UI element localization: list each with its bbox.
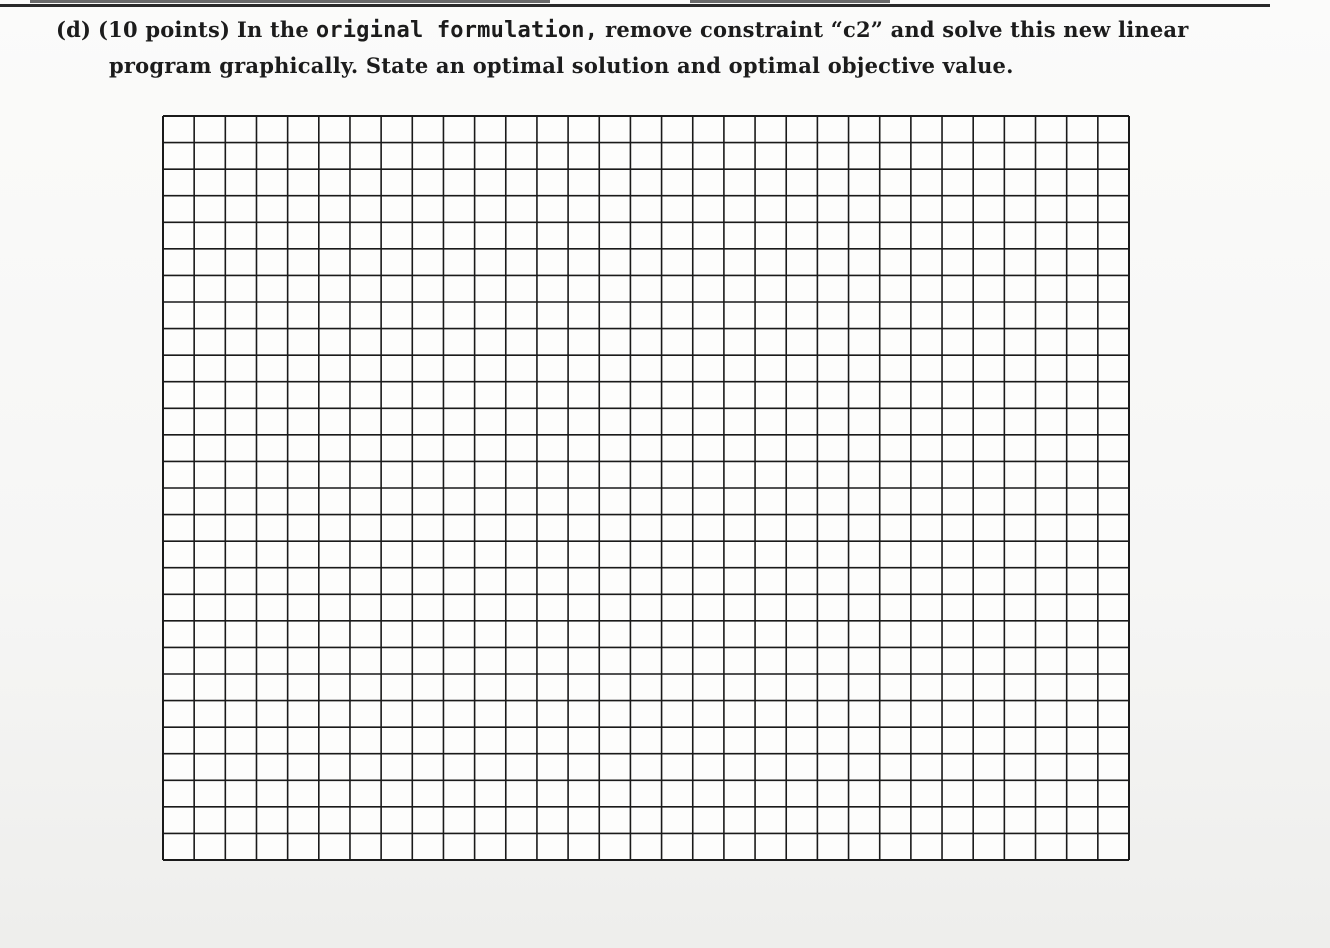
question-emphasis: original formulation,	[315, 18, 599, 43]
question-intro: In the	[237, 17, 309, 42]
question-line-2-text: program graphically. State an optimal solution and optimal objective value.	[109, 53, 1014, 78]
graph-paper-grid[interactable]	[162, 115, 1130, 861]
question-points: (10 points)	[98, 17, 231, 42]
graph-paper[interactable]	[162, 115, 1130, 861]
question-line-1	[56, 12, 1286, 48]
top-rule	[0, 4, 1270, 7]
question-rest: remove constraint “c2” and solve this new linear	[605, 17, 1189, 42]
header-remnant	[690, 0, 890, 3]
question-text	[56, 12, 1286, 84]
question-line-2	[56, 48, 1286, 84]
header-remnant	[30, 0, 550, 3]
question-label: (d)	[56, 17, 92, 42]
